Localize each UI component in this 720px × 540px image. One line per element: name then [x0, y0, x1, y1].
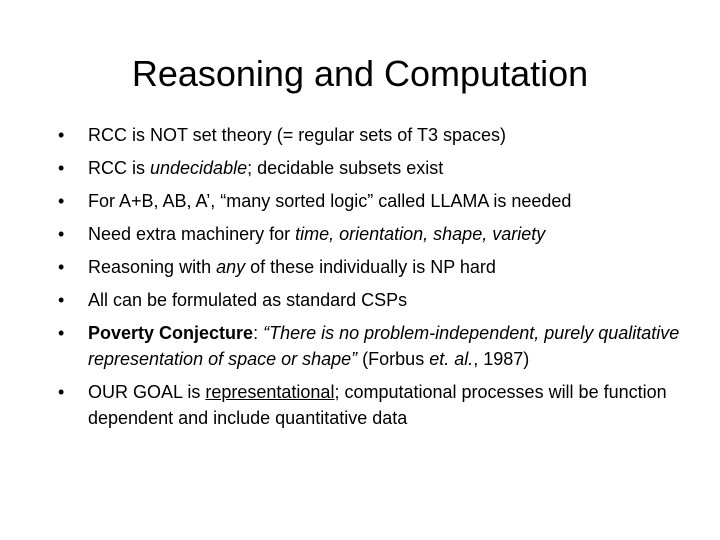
bullet-text: RCC is NOT set theory (= regular sets of T3 spaces): [88, 125, 506, 145]
bullet-item: [56, 254, 696, 280]
bullet-marker: •: [58, 224, 65, 244]
bullet-text: For A+B, AB, A’, “many sorted logic” called LLAMA is needed: [88, 191, 572, 211]
bullet-text: Reasoning with: [88, 257, 217, 277]
bullet-item: [56, 379, 696, 431]
bullet-text: :: [253, 323, 264, 343]
bullet-text: of these individually is NP hard: [245, 257, 496, 277]
bullet-item: [56, 188, 696, 214]
bullet-underline: representational: [205, 382, 335, 402]
bullet-text: All can be formulated as standard CSPs: [88, 290, 408, 310]
bullet-text: OUR GOAL is: [88, 382, 206, 402]
bullet-item: [56, 221, 696, 247]
bullet-marker: •: [58, 158, 65, 178]
bullet-item: [56, 155, 696, 181]
bullet-text: (Forbus: [357, 349, 430, 369]
bullet-bold-term: Poverty Conjecture: [88, 323, 254, 343]
bullet-list: [56, 122, 696, 438]
bullet-text: Need extra machinery for: [88, 224, 296, 244]
bullet-emphasis: time, orientation, shape, variety: [295, 224, 546, 244]
bullet-marker: •: [58, 290, 65, 310]
bullet-text: , 1987): [473, 349, 530, 369]
bullet-emphasis: any: [216, 257, 246, 277]
bullet-text: RCC is: [88, 158, 150, 178]
bullet-item: [56, 320, 696, 372]
bullet-emphasis: undecidable: [150, 158, 248, 178]
bullet-marker: •: [58, 191, 65, 211]
bullet-emphasis: et. al.: [429, 349, 474, 369]
bullet-text: ; decidable subsets exist: [247, 158, 444, 178]
bullet-item: [56, 122, 696, 148]
bullet-quote: “There is no problem-independent, purely qualitative representation of space or shape”: [88, 323, 680, 369]
bullet-marker: •: [58, 382, 65, 402]
bullet-marker: •: [58, 323, 65, 343]
bullet-marker: •: [58, 257, 65, 277]
bullet-marker: •: [58, 125, 65, 145]
bullet-text: ; computational processes will be function dependent and include quantitative data: [88, 382, 667, 428]
bullet-item: [56, 287, 696, 313]
slide-title: Reasoning and Computation: [131, 53, 589, 94]
